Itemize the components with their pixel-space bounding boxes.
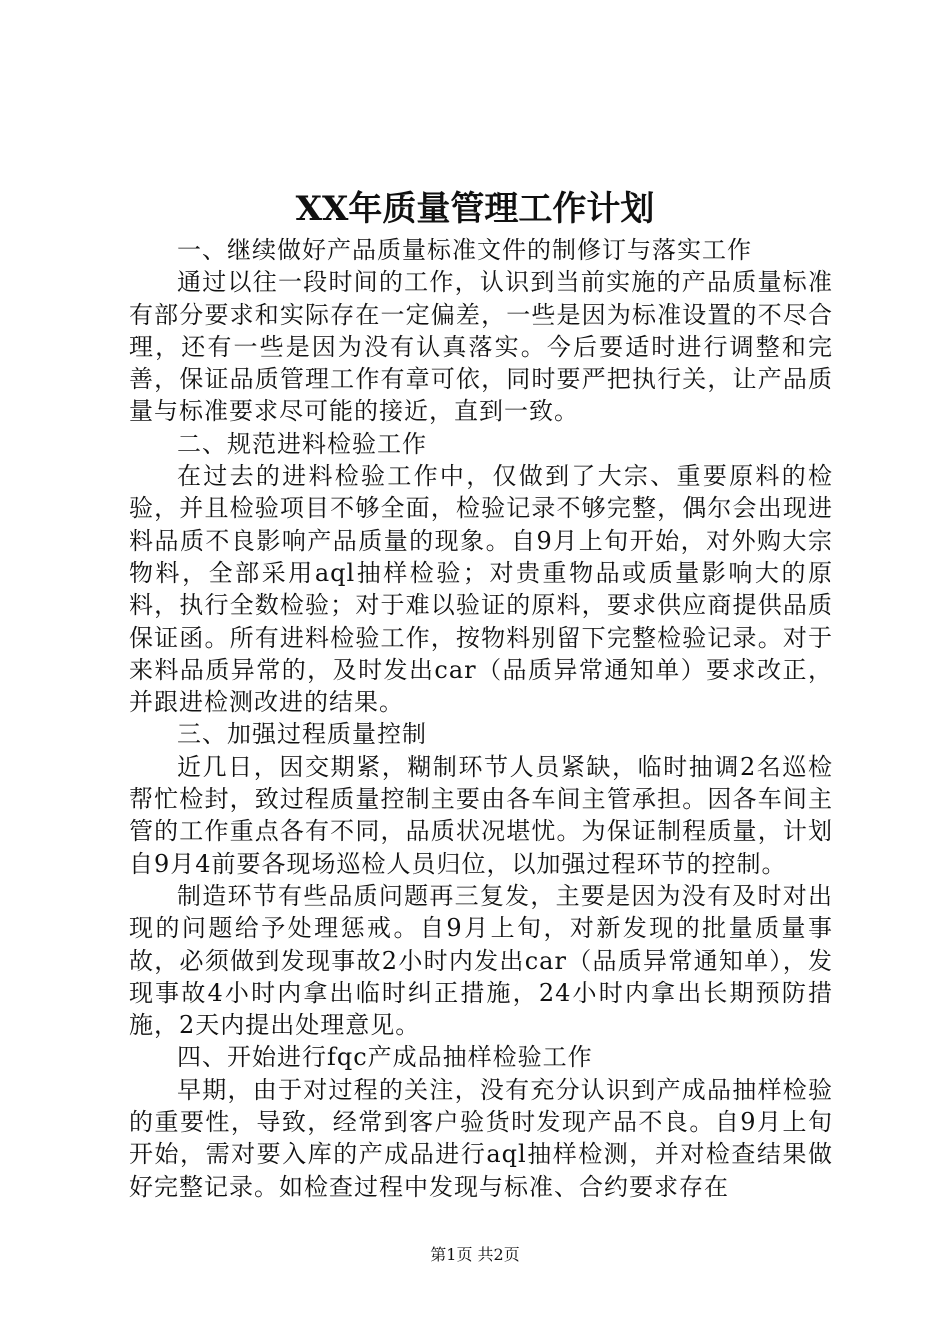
document-body bbox=[129, 234, 833, 1203]
page-footer: 第1页 共2页 bbox=[430, 1245, 520, 1264]
paragraph-4: 制造环节有些品质问题再三复发，主要是因为没有及时对出现的问题给予处理惩戒。自9月上旬，对新发现的批量质量事故，必须做到发现事故2小时内发出car（品质异常通知单），发现事故4小时内拿出临时纠正措施，24小时内拿出长期预防措施，2天内提出处理意见。 bbox=[129, 881, 833, 1040]
paragraph-3: 近几日，因交期紧，糊制环节人员紧缺，临时抽调2名巡检帮忙检封，致过程质量控制主要由各车间主管承担。因各车间主管的工作重点各有不同，品质状况堪忧。为保证制程质量，计划自9月4前要各现场巡检人员归位，以加强过程环节的控制。 bbox=[129, 752, 833, 878]
section-heading-3: 三、加强过程质量控制 bbox=[177, 720, 427, 749]
paragraph-5: 早期，由于对过程的关注，没有充分认识到产成品抽样检验的重要性，导致，经常到客户验货时发现产品不良。自9月上旬开始，需对要入库的产成品进行aql抽样检测，并对检查结果做好完整记录。如检查过程中发现与标准、合约要求存在 bbox=[129, 1075, 833, 1201]
paragraph-2: 在过去的进料检验工作中，仅做到了大宗、重要原料的检验，并且检验项目不够全面，检验记录不够完整，偶尔会出现进料品质不良影响产品质量的现象。自9月上旬开始，对外购大宗物料，全部采用aql抽样检验；对贵重物品或质量影响大的原料，执行全数检验；对于难以验证的原料，要求供应商提供品质保证函。所有进料检验工作，按物料别留下完整检验记录。对于来料品质异常的，及时发出car（品质异常通知单）要求改正，并跟进检测改进的结果。 bbox=[129, 462, 833, 717]
section-heading-2: 二、规范进料检验工作 bbox=[177, 429, 427, 458]
page-title: XX年质量管理工作计划 bbox=[295, 189, 655, 229]
paragraph-1: 通过以往一段时间的工作，认识到当前实施的产品质量标准有部分要求和实际存在一定偏差，一些是因为标准设置的不尽合理，还有一些是因为没有认真落实。今后要适时进行调整和完善，保证品质管理工作有章可依，同时要严把执行关，让产品质量与标准要求尽可能的接近，直到一致。 bbox=[129, 268, 833, 426]
section-heading-4: 四、开始进行fqc产成品抽样检验工作 bbox=[177, 1043, 593, 1072]
section-heading-1: 一、继续做好产品质量标准文件的制修订与落实工作 bbox=[177, 236, 752, 264]
